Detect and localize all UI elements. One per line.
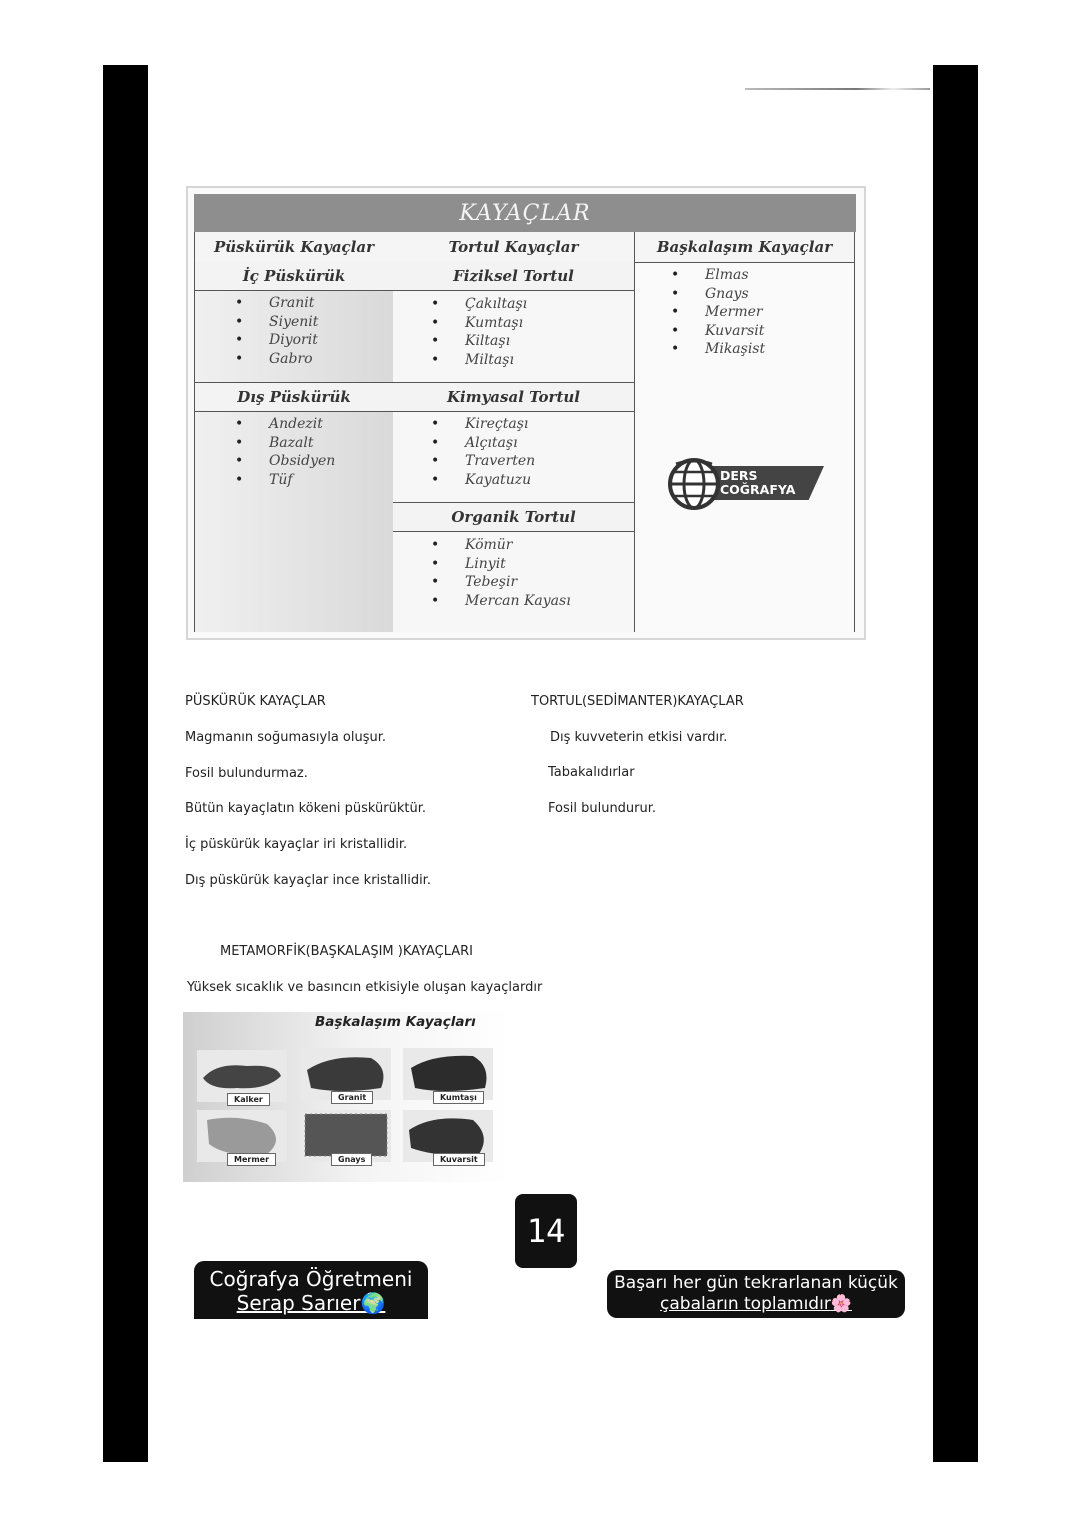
puskuruk-line: Fosil bulundurmaz.	[185, 766, 308, 781]
list-dis-puskuruk	[235, 415, 335, 489]
subheader-kimyasal-tortul: Kimyasal Tortul	[393, 382, 634, 412]
column-header-baskalasim: Başkalaşım Kayaçlar	[635, 232, 854, 263]
list-item: • Kuvarsit	[671, 322, 765, 341]
list-item: • Obsidyen	[235, 452, 335, 471]
scan-border-left	[103, 65, 148, 1462]
column-baskalasim	[635, 232, 855, 632]
metamorfik-line: Yüksek sıcaklık ve basıncın etkisiyle oluşan kayaçlardır	[187, 980, 543, 995]
column-header-puskuruk: Püskürük Kayaçlar	[195, 232, 393, 263]
list-item: • Mercan Kayası	[431, 592, 571, 611]
subheader-ic-puskuruk: İç Püskürük	[195, 262, 393, 291]
sticker-left-line2	[194, 1291, 428, 1315]
list-item: • Tüf	[235, 471, 335, 490]
tortul-line: Tabakalıdırlar	[548, 765, 635, 780]
list-item: • Linyit	[431, 555, 571, 574]
rock-label: Kalker	[227, 1093, 270, 1106]
flower-emoji-icon: 🌸	[830, 1294, 852, 1314]
rock-image-kalker	[197, 1050, 287, 1102]
rock-image-mermer	[197, 1110, 287, 1162]
list-item: • Kayatuzu	[431, 471, 535, 490]
puskuruk-line: Bütün kayaçlatın kökeni püskürüktür.	[185, 801, 427, 816]
list-item: • Çakıltaşı	[431, 295, 527, 314]
rock-label: Mermer	[227, 1153, 276, 1166]
rock-label: Kumtaşı	[433, 1091, 484, 1104]
motto-sticker	[607, 1270, 905, 1318]
list-item: • Granit	[235, 294, 318, 313]
list-fiziksel-tortul	[431, 295, 527, 369]
list-item: • Siyenit	[235, 313, 318, 332]
ders-cografya-logo	[668, 454, 828, 514]
list-item: • Kireçtaşı	[431, 415, 535, 434]
list-item: • Gnays	[671, 285, 765, 304]
globe-emoji-icon: 🌍	[360, 1291, 386, 1315]
list-item: • Kumtaşı	[431, 314, 527, 333]
column-tortul	[393, 232, 635, 632]
tortul-heading: TORTUL(SEDİMANTER)KAYAÇLAR	[531, 694, 744, 709]
motto-line2: çabaların toplamıdır	[660, 1294, 831, 1314]
list-item: • Alçıtaşı	[431, 434, 535, 453]
puskuruk-line: İç püskürük kayaçlar iri kristallidir.	[185, 837, 408, 852]
scan-artifact-line	[745, 88, 930, 90]
rock-image-gnays	[301, 1110, 391, 1162]
list-kimyasal-tortul	[431, 415, 535, 489]
rock-images-title: Başkalaşım Kayaçları	[315, 1014, 476, 1030]
logo-text-line1: DERS	[720, 468, 758, 483]
teacher-name-sticker	[194, 1261, 428, 1319]
rock-image-kumtasi	[403, 1048, 493, 1100]
list-item: • Andezit	[235, 415, 335, 434]
puskuruk-line: Dış püskürük kayaçlar ince kristallidir.	[185, 873, 431, 888]
teacher-name: Serap Sarıer	[236, 1291, 361, 1315]
puskuruk-line: Magmanın soğumasıyla oluşur.	[185, 730, 387, 745]
rock-image-kuvarsit	[403, 1110, 493, 1162]
list-item: • Mikaşist	[671, 340, 765, 359]
subheader-organik-tortul: Organik Tortul	[393, 502, 634, 532]
list-item: • Traverten	[431, 452, 535, 471]
list-item: • Gabro	[235, 350, 318, 369]
sticker-left-line1: Coğrafya Öğretmeni	[209, 1267, 413, 1291]
rock-images-figure	[183, 1012, 511, 1182]
rock-image-granit	[301, 1048, 391, 1100]
tortul-line: Dış kuvveterin etkisi vardır.	[550, 730, 728, 745]
rock-label: Kuvarsit	[433, 1153, 485, 1166]
puskuruk-heading: PÜSKÜRÜK KAYAÇLAR	[185, 694, 326, 709]
list-item: • Elmas	[671, 266, 765, 285]
table-title: KAYAÇLAR	[194, 194, 856, 232]
logo-text	[720, 469, 795, 497]
rock-classification-table	[186, 186, 866, 640]
sticker-right-line1: Başarı her gün tekrarlanan küçük	[614, 1273, 898, 1293]
metamorfik-heading: METAMORFİK(BAŞKALAŞIM )KAYAÇLARI	[220, 944, 473, 959]
list-ic-puskuruk	[235, 294, 318, 368]
list-item: • Kömür	[431, 536, 571, 555]
tortul-line: Fosil bulundurur.	[548, 801, 657, 816]
scan-border-right	[933, 65, 978, 1462]
list-item: • Kiltaşı	[431, 332, 527, 351]
subheader-dis-puskuruk: Dış Püskürük	[195, 382, 393, 412]
list-item: • Tebeşir	[431, 573, 571, 592]
globe-icon	[668, 454, 724, 514]
list-item: • Diyorit	[235, 331, 318, 350]
list-organik-tortul	[431, 536, 571, 610]
list-item: • Miltaşı	[431, 351, 527, 370]
list-item: • Mermer	[671, 303, 765, 322]
page-number-badge: 14	[515, 1194, 577, 1268]
subheader-fiziksel-tortul: Fiziksel Tortul	[393, 262, 634, 291]
list-baskalasim	[671, 266, 765, 359]
rock-label: Granit	[331, 1091, 373, 1104]
rock-label: Gnays	[331, 1153, 372, 1166]
logo-text-line2: COĞRAFYA	[720, 482, 796, 497]
sticker-right-line2	[607, 1294, 905, 1315]
column-puskuruk	[194, 232, 394, 632]
column-header-tortul: Tortul Kayaçlar	[393, 232, 634, 263]
list-item: • Bazalt	[235, 434, 335, 453]
